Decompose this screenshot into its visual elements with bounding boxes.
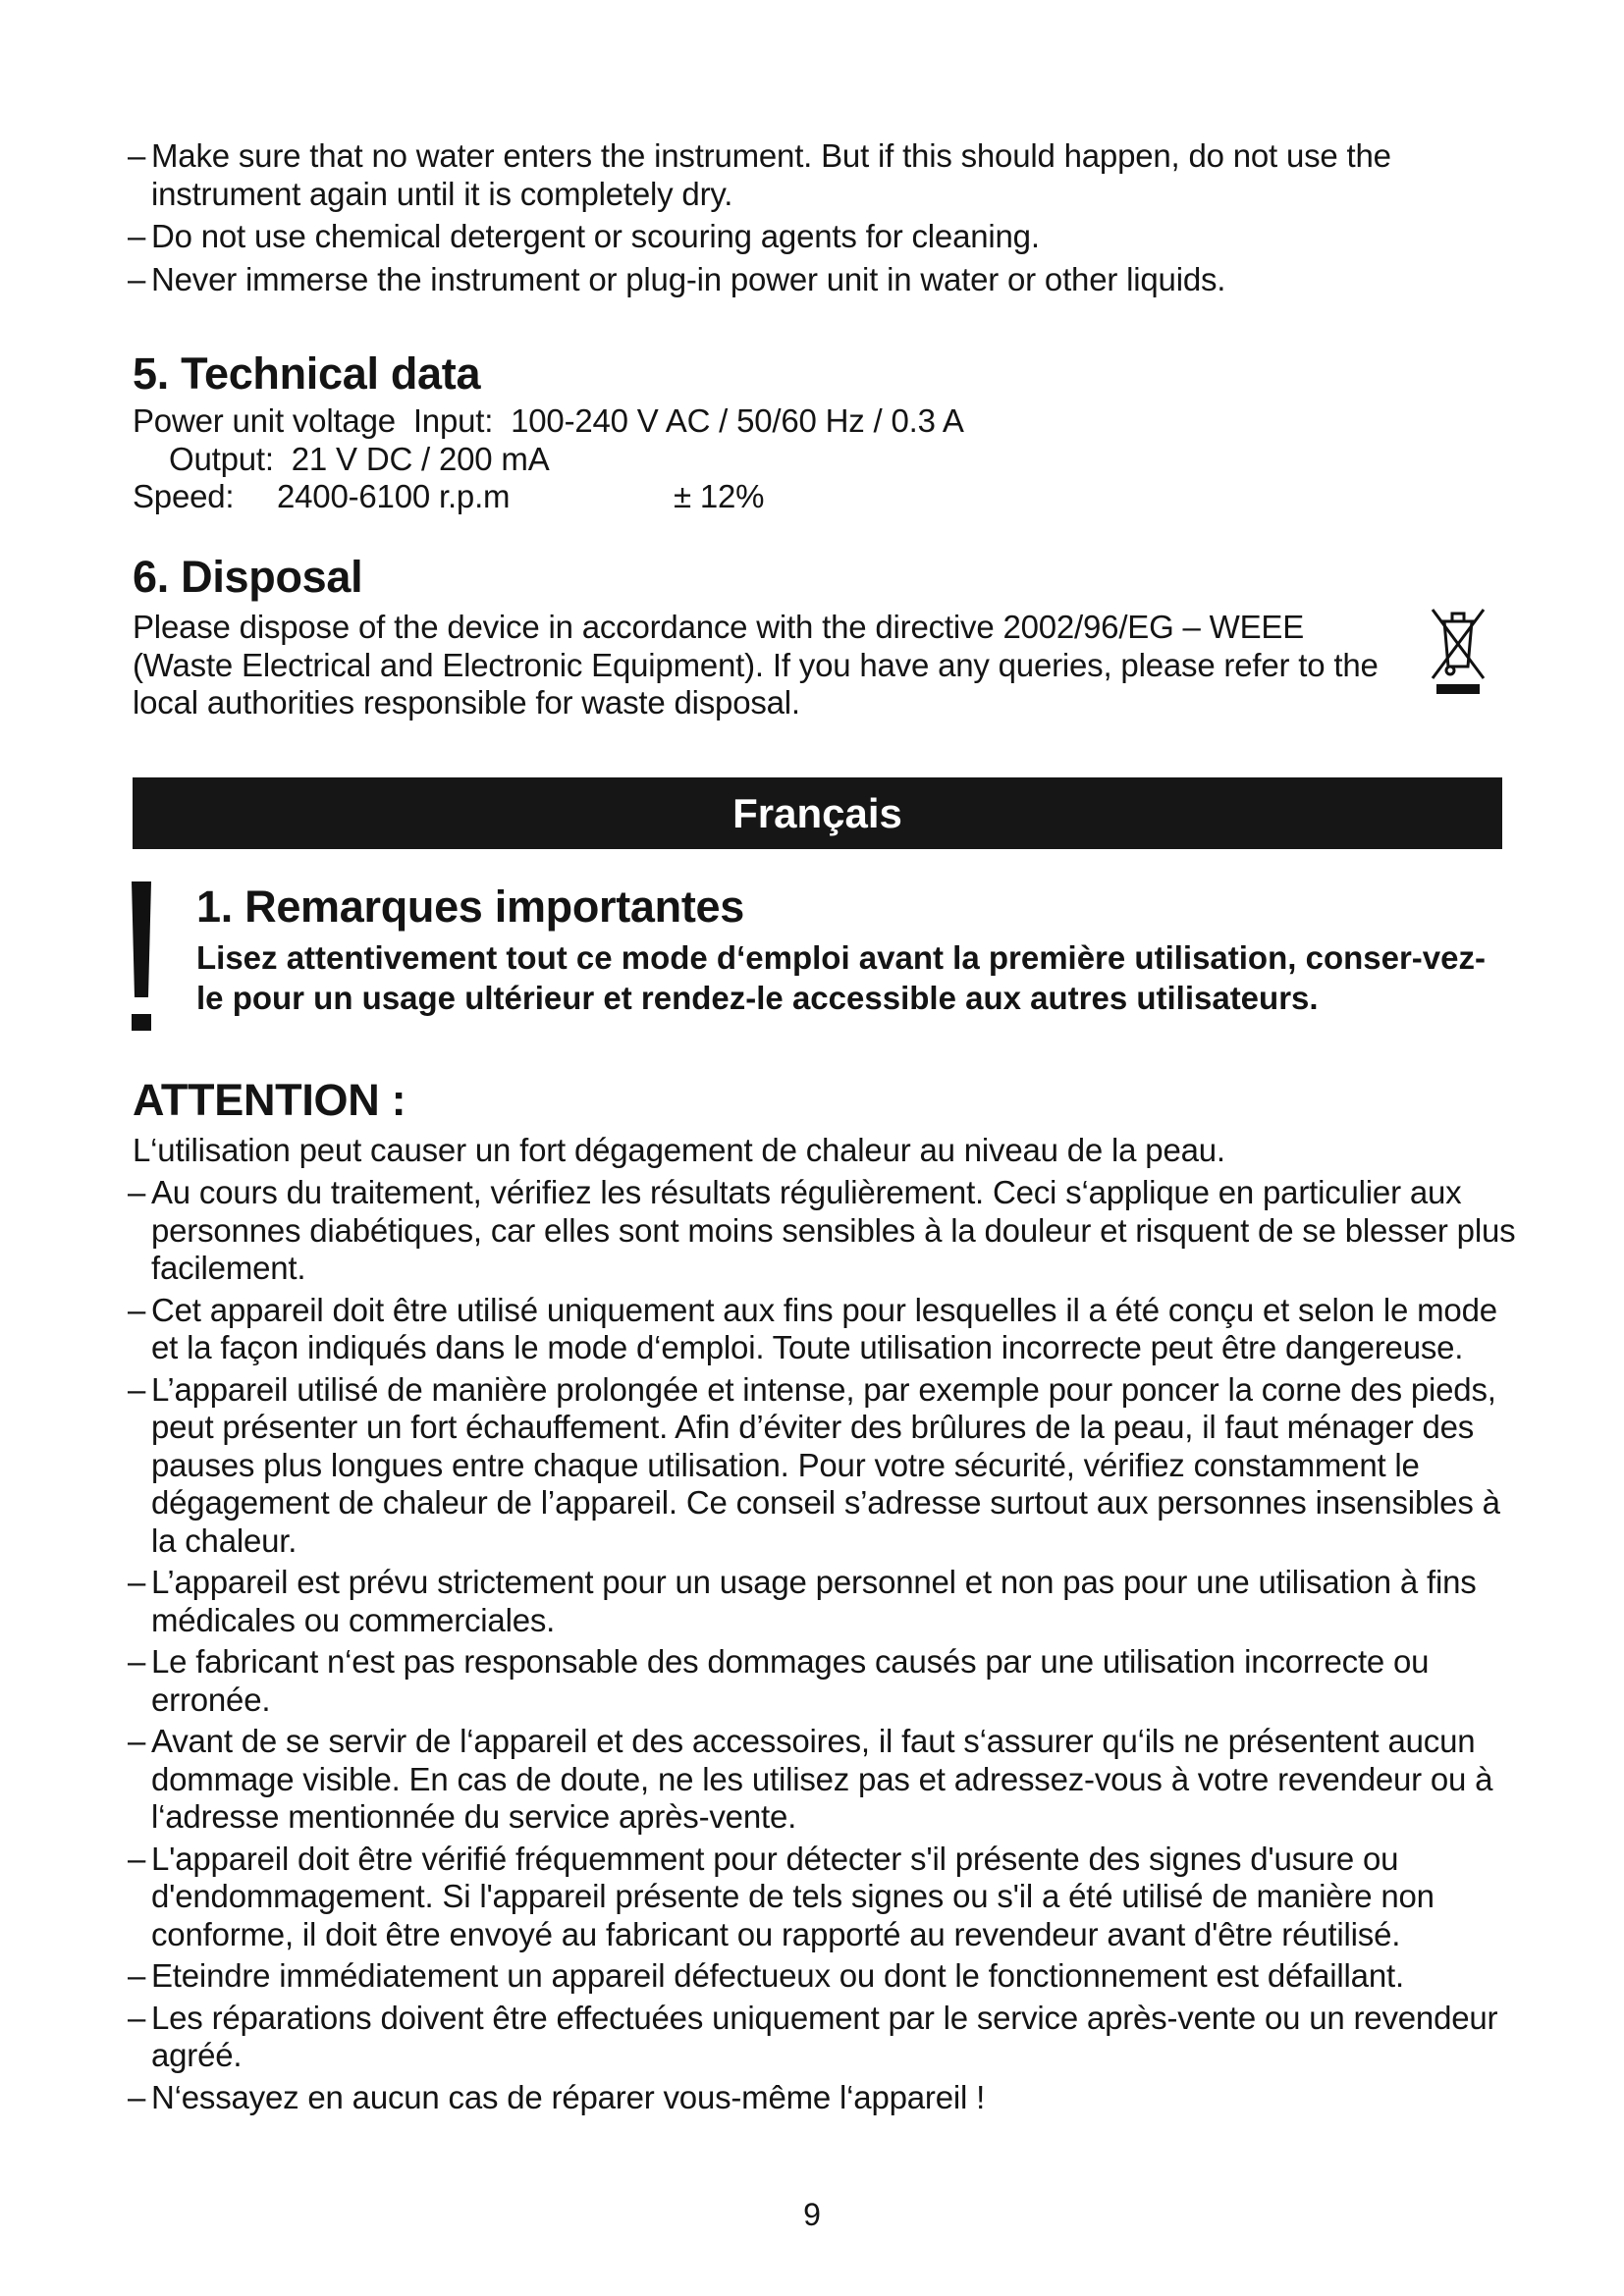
list-item: – Le fabricant n‘est pas responsable des dommages causés par une utilisation incorrecte ou erronée.: [128, 1643, 1430, 1718]
list-item: – Do not use chemical detergent or scouring agents for cleaning.: [128, 218, 1040, 254]
list-item: – Avant de se servir de l‘appareil et des accessoires, il faut s‘assurer qu‘ils ne présentent aucun dommage visible. En cas de doute, ne les utilisez pas et adressez-vous à votre revendeur ou à l‘adresse mentionnée du service après-vente.: [128, 1723, 1493, 1835]
remarques-intro: Lisez attentivement tout ce mode d‘emploi avant la première utilisation, conser-vez-le pour un usage ultérieur et rendez-le accessible aux autres utilisateurs.: [196, 939, 1486, 1016]
speed-tolerance: ± 12%: [674, 478, 765, 514]
list-item: – Les réparations doivent être effectuées uniquement par le service après-vente ou un revendeur agréé.: [128, 1999, 1498, 2073]
attention-list: [128, 1174, 1522, 2116]
list-item: – Au cours du traitement, vérifiez les résultats régulièrement. Ceci s‘applique en particulier aux personnes diabétiques, car elles sont moins sensibles à la douleur et risquent de se blesser plus facilement.: [128, 1174, 1516, 1286]
language-banner-label: Français: [732, 789, 902, 836]
attention-lead: L‘utilisation peut causer un fort dégagement de chaleur au niveau de la peau.: [133, 1132, 1225, 1168]
crossed-out-wheelie-bin-icon: [1429, 604, 1488, 697]
disposal-heading: 6. Disposal: [133, 552, 363, 602]
list-item: – N‘essayez en aucun cas de réparer vous-même l‘appareil !: [128, 2078, 986, 2115]
list-item: – Never immerse the instrument or plug-in power unit in water or other liquids.: [128, 260, 1226, 297]
speed-value: 2400-6100 r.p.m: [277, 478, 511, 514]
list-item: – L’appareil est prévu strictement pour un usage personnel et non pas pour une utilisation à fins médicales ou commerciales.: [128, 1564, 1477, 1638]
list-item: – Eteindre immédiatement un appareil défectueux ou dont le fonctionnement est défaillant.: [128, 1957, 1404, 1994]
attention-heading: ATTENTION :: [133, 1075, 406, 1125]
remarques-heading: 1. Remarques importantes: [196, 881, 744, 932]
page-number: 9: [803, 2197, 821, 2232]
list-item: – Make sure that no water enters the instrument. But if this should happen, do not use the instrument again until it is completely dry.: [128, 137, 1391, 212]
care-instructions-list: [128, 137, 1522, 298]
list-item: – L'appareil doit être vérifié fréquemment pour détecter s'il présente des signes d'usure ou d'endommagement. Si l'appareil présente de tels signes ou s'il a été utilisé de manière non conforme, il doit être envoyé au fabricant ou rapporté au revendeur avant d'être réutilisé.: [128, 1840, 1435, 1952]
technical-data-heading: 5. Technical data: [133, 348, 481, 399]
list-item: – L’appareil utilisé de manière prolongée et intense, par exemple pour poncer la corne des pieds, peut présenter un fort échauffement. Afin d’éviter des brûlures de la peau, il faut ménager des pauses plus longues entre chaque utilisation. Pour votre sécurité, vérifiez constamment le dégagement de chaleur de l’appareil. Ce conseil s’adresse surtout aux personnes insensibles à la chaleur.: [128, 1370, 1500, 1559]
technical-input-line: Power unit voltage Input: 100-240 V AC / 50/60 Hz / 0.3 A: [133, 402, 964, 439]
list-item: – Cet appareil doit être utilisé uniquement aux fins pour lesquelles il a été conçu et selon le mode et la façon indiqués dans le mode d‘emploi. Toute utilisation incorrecte peut être dangereuse.: [128, 1291, 1497, 1365]
disposal-text: Please dispose of the device in accordance with the directive 2002/96/EG – WEEE (Waste Electrical and Electronic Equipment). If you have any queries, please refer to the local authorities responsible for waste disposal.: [133, 609, 1379, 721]
speed-label: Speed:: [133, 478, 235, 514]
technical-output-line: Output: 21 V DC / 200 mA: [169, 441, 550, 477]
language-banner: [133, 777, 1502, 849]
